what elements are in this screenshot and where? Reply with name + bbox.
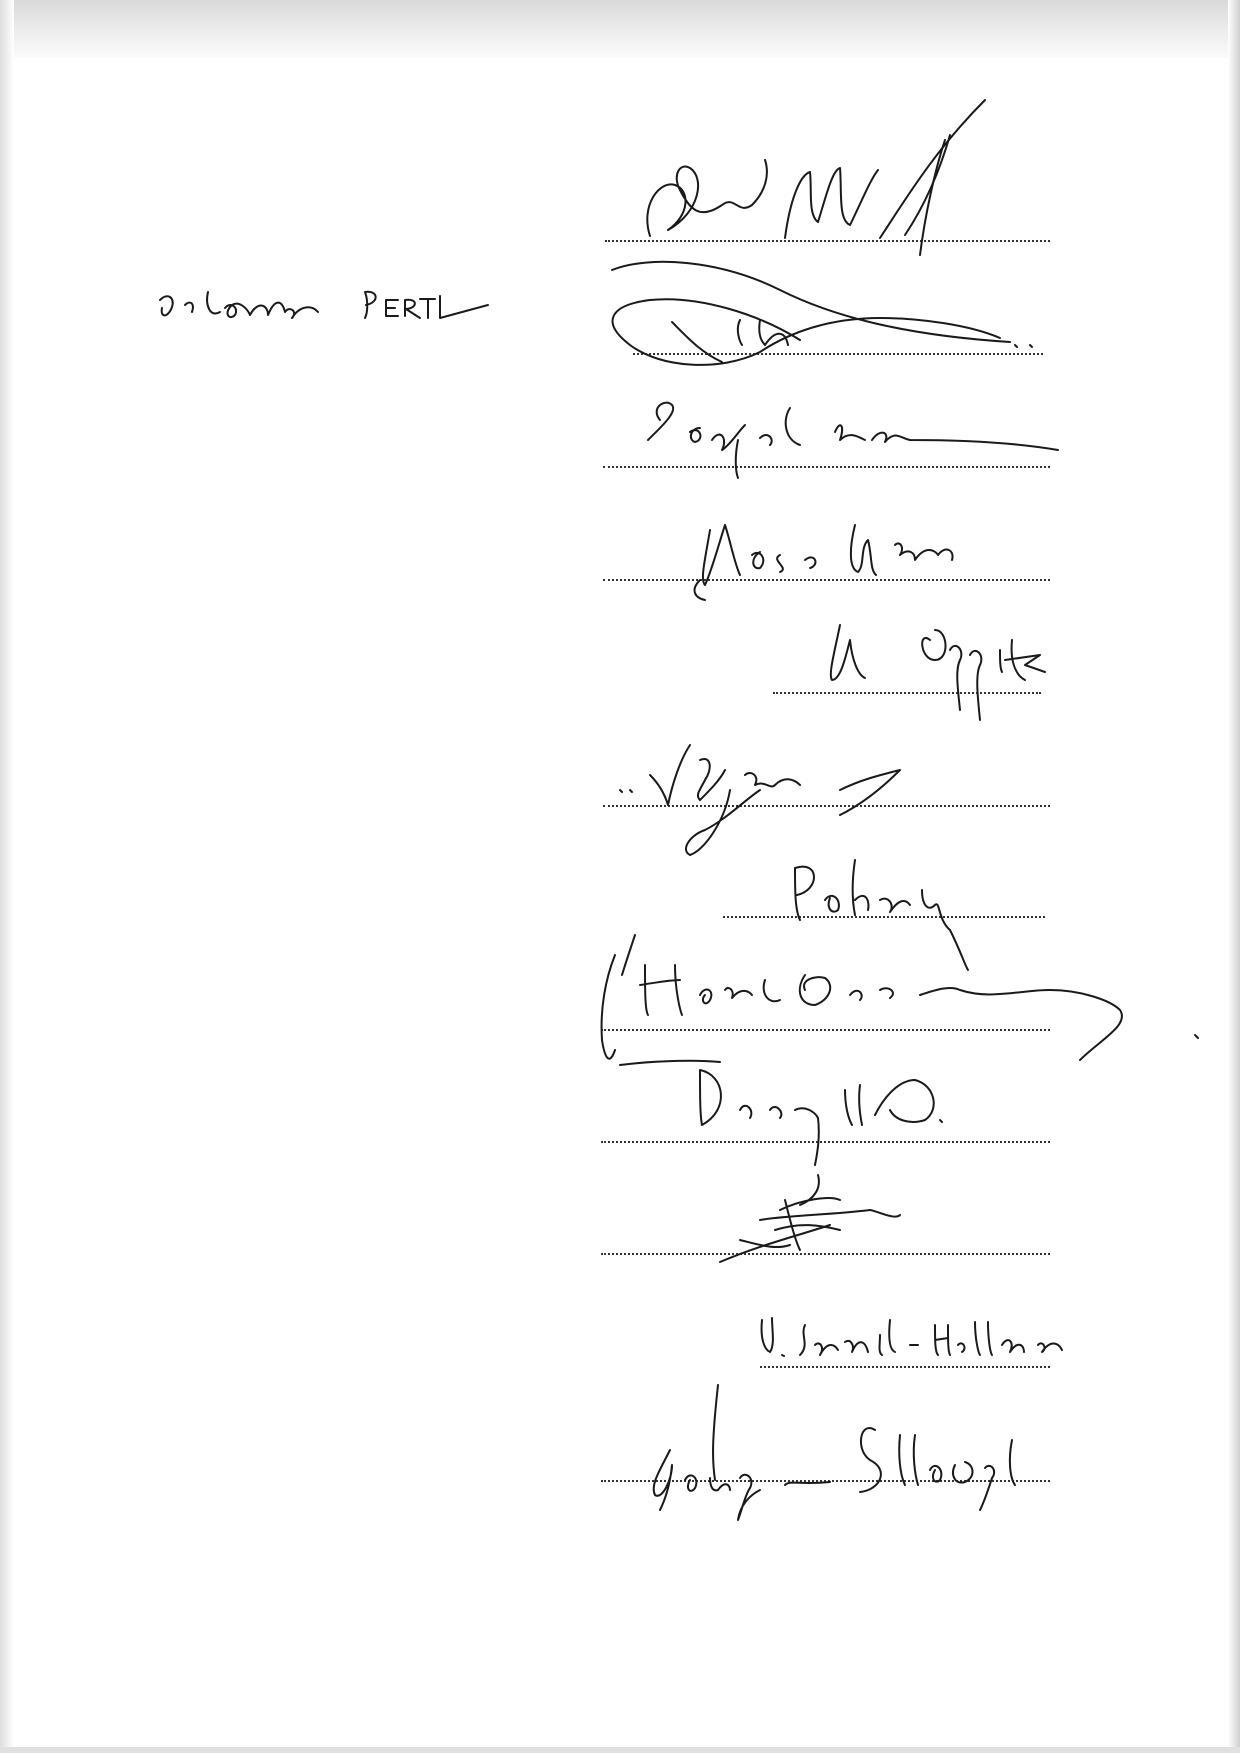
signature-sailer bbox=[720, 1175, 900, 1262]
signature-schloegl bbox=[654, 1385, 1015, 1520]
signature-oppitz bbox=[831, 625, 1045, 720]
scan-right-edge bbox=[1228, 0, 1240, 1753]
signature-line-mayr bbox=[633, 353, 1043, 355]
scan-bottom-edge bbox=[0, 1747, 1240, 1753]
signature-line-schindl-helldrich bbox=[760, 1366, 1050, 1368]
scan-top-edge bbox=[0, 0, 1240, 58]
signature-pertl bbox=[160, 262, 1032, 365]
signature-schindl-helldrich bbox=[762, 1318, 1062, 1356]
signature-line-oppitz-ploerer bbox=[773, 692, 1041, 694]
signature-line-patek bbox=[603, 805, 1050, 807]
scan-left-edge bbox=[0, 0, 14, 1753]
signature-line-ratz bbox=[601, 1141, 1050, 1143]
signature-line-marinell bbox=[605, 240, 1050, 242]
signature-line-schloegl bbox=[601, 1480, 1050, 1482]
signature-patek bbox=[620, 745, 900, 855]
signature-pokorny bbox=[795, 860, 968, 970]
signature-moser bbox=[695, 525, 953, 600]
signature-line-rainer bbox=[601, 1029, 1050, 1031]
signature-rainer bbox=[602, 935, 1198, 1060]
signature-ratz bbox=[620, 1061, 942, 1165]
signature-line-pokorny-reitter bbox=[723, 916, 1045, 918]
signature-line-moser bbox=[603, 579, 1050, 581]
signature-marinell bbox=[647, 100, 985, 255]
signature-line-miller bbox=[603, 466, 1050, 468]
signature-line-sailer bbox=[601, 1253, 1050, 1255]
